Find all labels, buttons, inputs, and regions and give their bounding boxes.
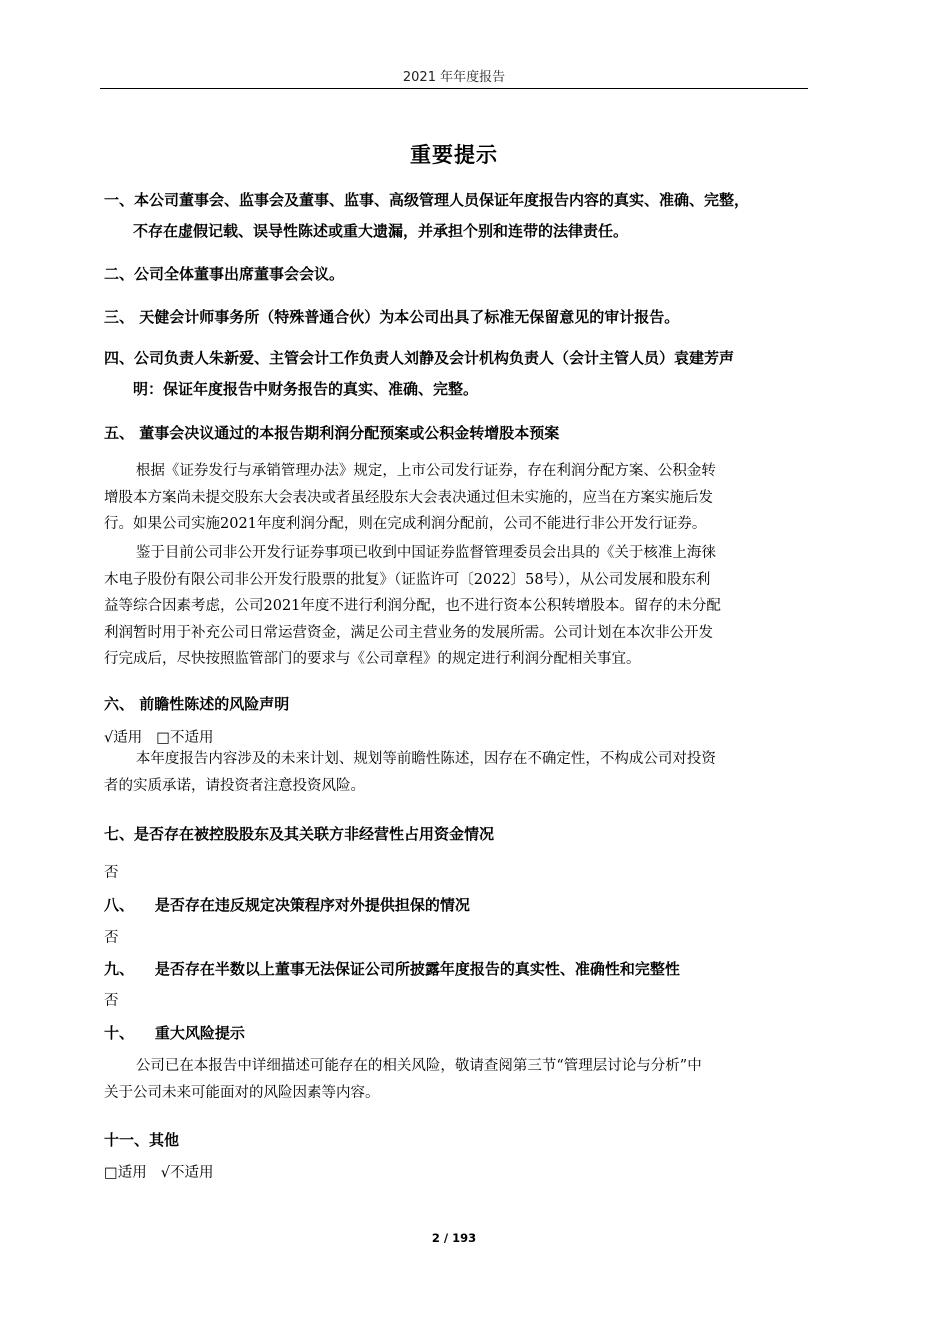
- section-3: 三、 天健会计师事务所（特殊普通合伙）为本公司出具了标准无保留意见的审计报告。: [104, 308, 680, 326]
- s5-p2-line4: 利润暂时用于补充公司日常运营资金，满足公司主营业务的发展所需。公司计划在本次非公开发: [104, 624, 713, 641]
- s5-p1-line1: 根据《证券发行与承销管理办法》规定，上市公司发行证券，存在利润分配方案、公积金转: [135, 463, 716, 479]
- section-5-paragraph-1: [104, 458, 808, 538]
- s11-option-applicable: □适用: [104, 1165, 147, 1181]
- page-title: 重要提示: [410, 143, 498, 167]
- section-11-heading: 十一、其他: [104, 1131, 180, 1149]
- section-1-line2: 不存在虚假记载、误导性陈述或重大遗漏，并承担个别和连带的法律责任。: [133, 222, 629, 240]
- section-8-heading: 八、 是否存在违反规定决策程序对外提供担保的情况: [104, 896, 470, 914]
- s6-p-line1: 本年度报告内容涉及的未来计划、规划等前瞻性陈述，因存在不确定性，不构成公司对投资: [135, 751, 716, 767]
- section-5-paragraph-2: [104, 540, 808, 673]
- section-2: 二、公司全体董事出席董事会会议。: [104, 265, 345, 283]
- section-4-line1: 四、公司负责人朱新爱、主管会计工作负责人刘静及会计机构负责人（会计主管人员）袁建芳声: [104, 349, 735, 367]
- s5-p2-line2: 木电子股份有限公司非公开发行股票的批复》（证监许可〔2022〕58号），从公司发展和股东利: [104, 571, 711, 588]
- page-number: 2 / 193: [431, 1231, 477, 1245]
- s11-option-not-applicable: √不适用: [160, 1165, 214, 1181]
- section-10-heading: 十、 重大风险提示: [104, 1024, 245, 1042]
- s5-p2-line3: 益等综合因素考虑，公司2021年度不进行利润分配，也不进行资本公积转增股本。留存的未分配: [104, 598, 721, 615]
- section-9-heading: 九、 是否存在半数以上董事无法保证公司所披露年度报告的真实性、准确性和完整性: [104, 960, 680, 978]
- s5-p1-line2: 增股本方案尚未提交股东大会表决或者虽经股东大会表决通过但未实施的，应当在方案实施后发: [104, 489, 713, 506]
- section-7-heading: 七、是否存在被控股股东及其关联方非经营性占用资金情况: [104, 825, 495, 843]
- s6-p-line2: 者的实质承诺，请投资者注意投资风险。: [104, 777, 365, 794]
- page-header: 2021 年年度报告: [402, 70, 506, 85]
- section-9-answer: 否: [104, 993, 119, 1009]
- section-8-answer: 否: [104, 930, 119, 946]
- section-5-heading: 五、 董事会决议通过的本报告期利润分配预案或公积金转增股本预案: [104, 424, 560, 442]
- section-1-line1: 一、本公司董事会、监事会及董事、监事、高级管理人员保证年度报告内容的真实、准确、完整，: [104, 191, 750, 209]
- section-6-paragraph: [104, 746, 808, 799]
- section-4-line2: 明：保证年度报告中财务报告的真实、准确、完整。: [133, 380, 479, 398]
- section-4: [104, 343, 808, 405]
- s5-p2-line1: 鉴于目前公司非公开发行证券事项已收到中国证券监督管理委员会出具的《关于核准上海徕: [135, 545, 716, 561]
- section-10-paragraph: [104, 1053, 808, 1106]
- s10-p-line1: 公司已在本报告中详细描述可能存在的相关风险，敬请查阅第三节“管理层讨论与分析”中: [135, 1058, 702, 1074]
- section-11-options: [104, 1161, 213, 1185]
- s5-p2-line5: 行完成后，尽快按照监管部门的要求与《公司章程》的规定进行利润分配相关事宜。: [104, 651, 641, 668]
- s6-option-not-applicable: □不适用: [156, 730, 214, 746]
- header-rule: [100, 88, 808, 89]
- s6-option-applicable: √适用: [104, 730, 143, 746]
- s5-p1-line3: 行。如果公司实施2021年度利润分配，则在完成利润分配前，公司不能进行非公开发行证券。: [104, 516, 707, 533]
- section-6-heading: 六、 前瞻性陈述的风险声明: [104, 695, 290, 713]
- section-1: [104, 185, 808, 247]
- s10-p-line2: 关于公司未来可能面对的风险因素等内容。: [104, 1084, 380, 1101]
- section-7-answer: 否: [104, 865, 119, 881]
